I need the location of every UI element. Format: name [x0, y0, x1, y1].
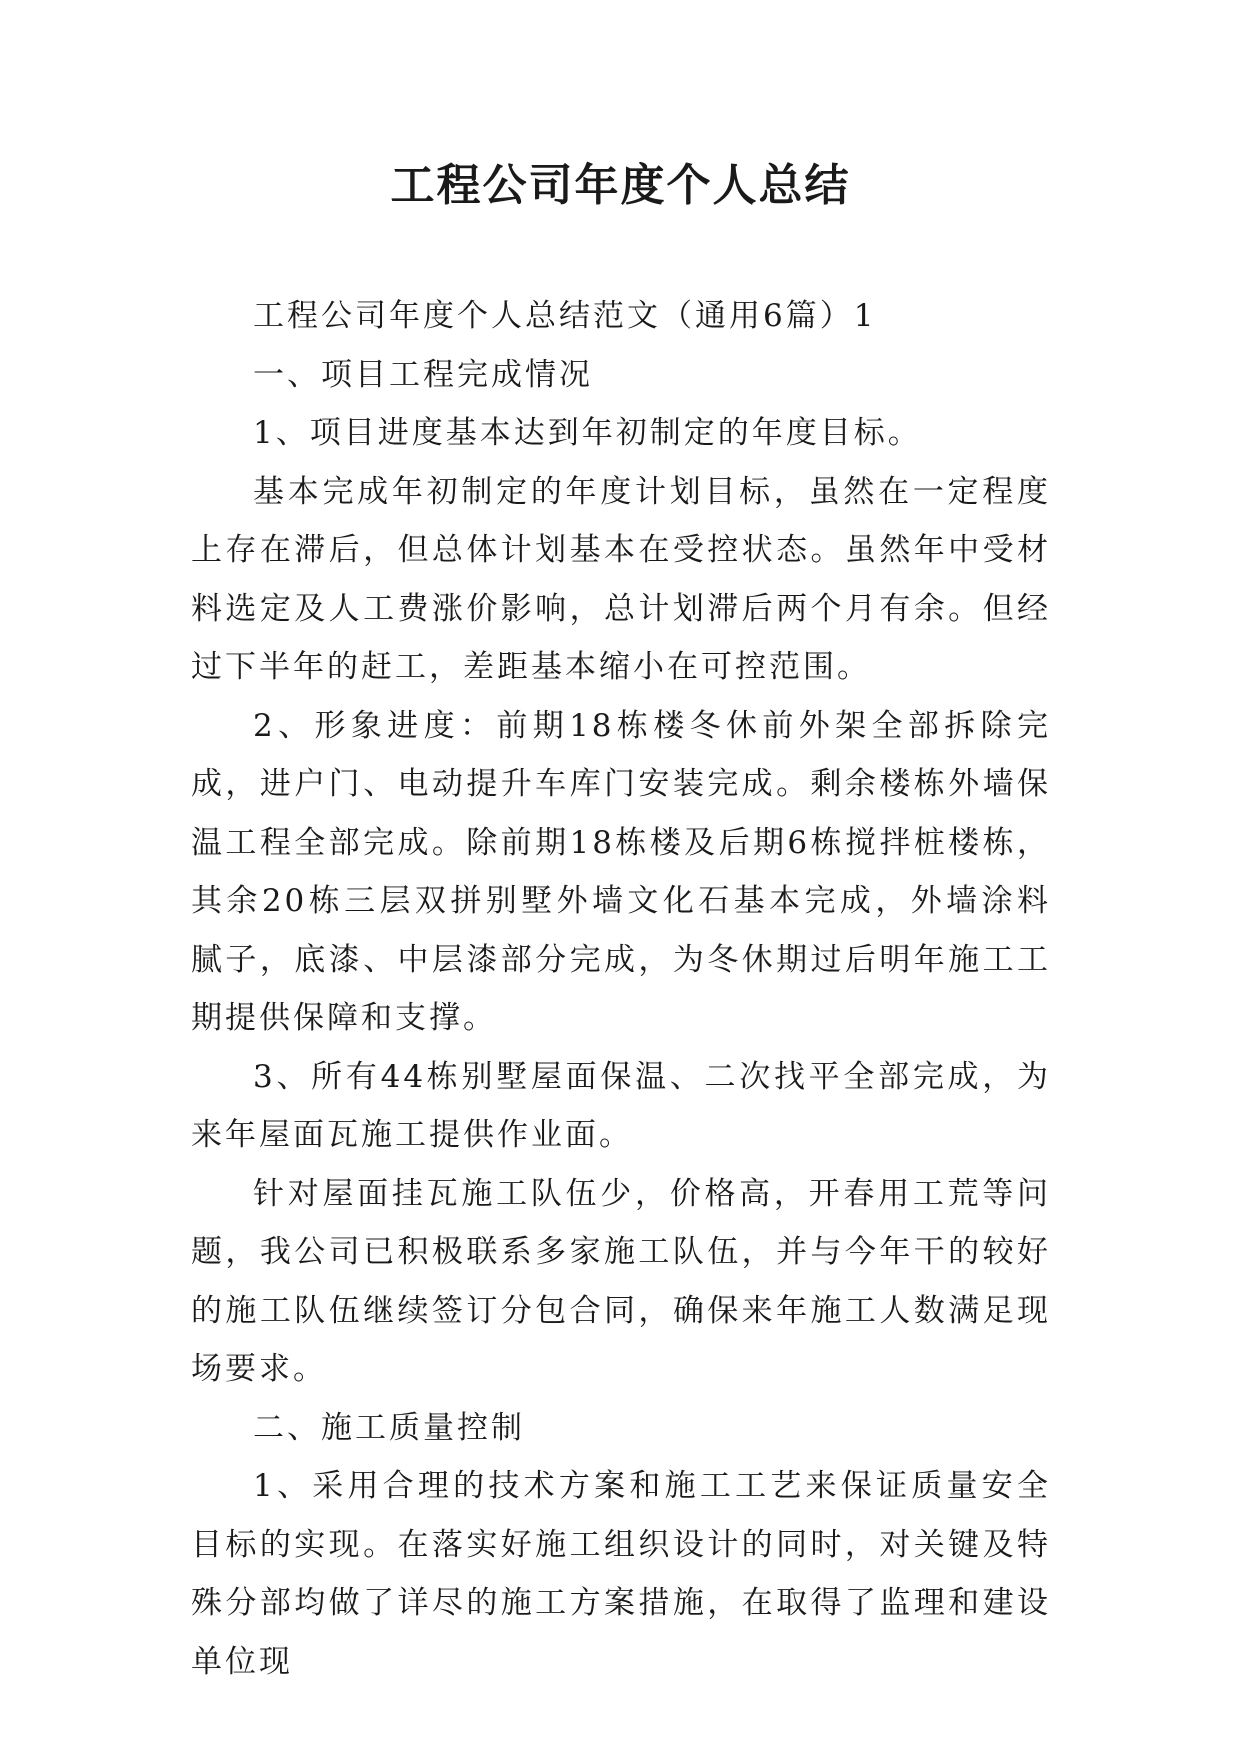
paragraph: 3、所有44栋别墅屋面保温、二次找平全部完成，为来年屋面瓦施工提供作业面。 — [191, 1058, 1051, 1153]
document-title: 工程公司年度个人总结 — [390, 160, 851, 211]
paragraph: 2、形象进度：前期18栋楼冬休前外架全部拆除完成，进户门、电动提升车库门安装完成。剩余楼栋外墙保温工程全部完成。除前期18栋楼及后期6栋搅拌桩楼栋，其余20栋三层双拼别墅外墙文化石基本完成，外墙涂料腻子，底漆、中层漆部分完成，为冬休期过后明年施工工期提供保障和支撑。 — [191, 707, 1051, 1036]
paragraph-subtitle: 工程公司年度个人总结范文（通用6篇）1 — [253, 298, 877, 334]
paragraph: 基本完成年初制定的年度计划目标，虽然在一定程度上存在滞后，但总体计划基本在受控状态。虽然年中受材料选定及人工费涨价影响，总计划滞后两个月有余。但经过下半年的赶工，差距基本缩小在可控范围。 — [191, 473, 1051, 685]
paragraph: 针对屋面挂瓦施工队伍少，价格高，开春用工荒等问题，我公司已积极联系多家施工队伍，并与今年干的较好的施工队伍继续签订分包合同，确保来年施工人数满足现场要求。 — [191, 1175, 1051, 1387]
paragraph-section-heading: 一、项目工程完成情况 — [253, 356, 593, 393]
paragraph: 1、项目进度基本达到年初制定的年度目标。 — [253, 415, 922, 451]
paragraph: 1、采用合理的技术方案和施工工艺来保证质量安全目标的实现。在落实好施工组织设计的同时，对关键及特殊分部均做了详尽的施工方案措施，在取得了监理和建设单位现 — [191, 1468, 1051, 1680]
paragraph-section-heading: 二、施工质量控制 — [253, 1409, 525, 1446]
document-body — [191, 287, 1051, 1691]
